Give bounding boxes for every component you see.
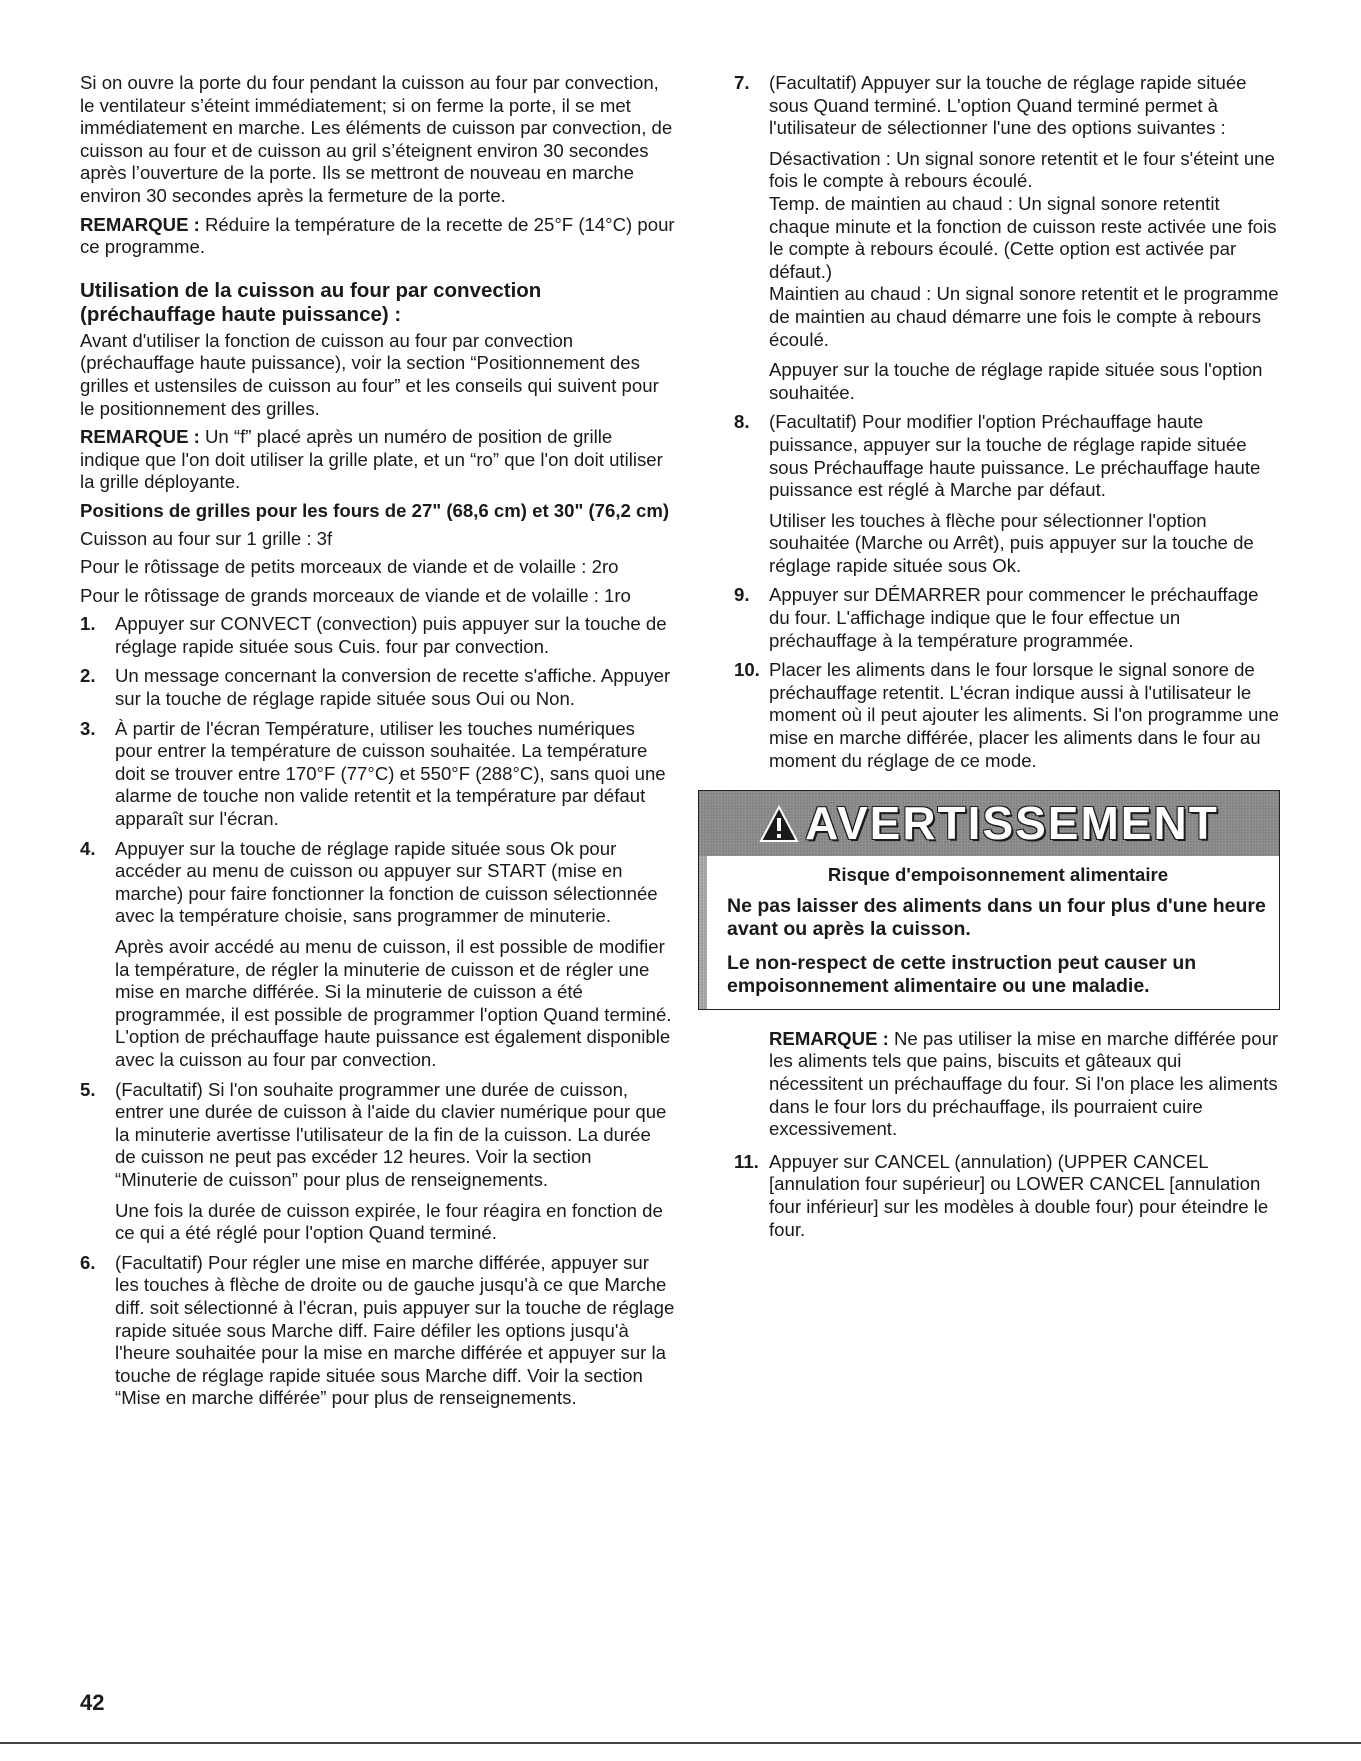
step-9 [734, 584, 1279, 652]
section-intro: Avant d'utiliser la fonction de cuisson au four par convection (préchauffage haute puissance), voir la section “Positionnement des grilles et ustensiles de cuisson au four” et les conseils qui suivent pour le positionnement des grilles. [80, 329, 659, 419]
warning-title: AVERTISSEMENT [805, 797, 1219, 850]
left-column [80, 72, 675, 1417]
step-number: 9. [734, 584, 750, 606]
step-3 [80, 718, 675, 831]
warning-content [707, 856, 1279, 1009]
step-5 [80, 1079, 675, 1245]
note-label: REMARQUE : [769, 1027, 889, 1049]
step-text: Appuyer sur CONVECT (convection) puis appuyer sur la touche de réglage rapide située sous Cuis. four par convection. [115, 613, 667, 657]
note-text: Un “f” placé après un numéro de position de grille indique que l'on doit utiliser la grille plate, et un “ro” que l'on doit utiliser la grille déployante. [80, 426, 663, 493]
note-rack-suffix [80, 426, 675, 494]
step-text: Appuyer sur la touche de réglage rapide située sous Ok pour accéder au menu de cuisson ou appuyer sur START (mise en marche) pour faire fonctionner la fonction de cuisson sélectionnée avec la température choisie, sans programmer de minuterie. [115, 837, 658, 927]
rack-position-2: Pour le rôtissage de petits morceaux de viande et de volaille : 2ro [80, 556, 619, 578]
option-off: Désactivation : Un signal sonore retentit et le four s'éteint une fois le compte à rebours écoulé. [769, 147, 1275, 192]
step-8 [734, 411, 1279, 577]
bottom-divider [0, 1742, 1361, 1744]
rack-positions-heading: Positions de grilles pour les fours de 27" (68,6 cm) et 30" (76,2 cm) [80, 499, 670, 521]
warning-side-bar [699, 856, 707, 1009]
option-keep-warm: Maintien au chaud : Un signal sonore retentit et le programme de maintien au chaud démarre une fois le compte à rebours écoulé. [769, 283, 1279, 350]
note-text: Ne pas utiliser la mise en marche différée pour les aliments tels que pains, biscuits et gâteaux qui nécessitent un préchauffage du four. Si l'on place les aliments dans le four lors du préchauffage, ils pourraient cuire excessivement. [769, 1027, 1279, 1140]
step-number: 10. [734, 659, 760, 681]
step-text: Appuyer sur DÉMARRER pour commencer le préchauffage du four. L'affichage indique que le four effectue un préchauffage à la température programmée. [769, 584, 1259, 651]
step-text: (Facultatif) Si l'on souhaite programmer une durée de cuisson, entrer une durée de cuisson à l'aide du clavier numérique pour que la minuterie avertisse l'utilisateur de la fin de la cuisson. La durée de cuisson ne peut pas excéder 12 heures. Voir la section “Minuterie de cuisson” pour plus de renseignements. [115, 1078, 667, 1190]
step-4 [80, 838, 675, 1072]
warning-header [699, 791, 1279, 856]
warning-subtitle: Risque d'empoisonnement alimentaire [827, 864, 1169, 886]
step-extra: Appuyer sur la touche de réglage rapide située sous l'option souhaitée. [769, 359, 1263, 403]
option-hold-temp: Temp. de maintien au chaud : Un signal sonore retentit chaque minute et la fonction de cuisson reste activée une fois le compte à rebours écoulé. (Cette option est activée par défaut.) [769, 192, 1277, 282]
warning-triangle-icon [759, 804, 799, 844]
step-number: 6. [80, 1251, 96, 1273]
note-text: Réduire la température de la recette de 25°F (14°C) pour ce programme. [80, 213, 675, 258]
step-text: Placer les aliments dans le four lorsque le signal sonore de préchauffage retentit. L'écran indique aussi à l'utilisateur le moment où il peut ajouter les aliments. Si l'on programme une mise en marche différée, placer les aliments dans le four au moment du réglage de ce mode. [769, 659, 1279, 771]
step-text: À partir de l'écran Température, utiliser les touches numériques pour entrer la température de cuisson souhaitée. La température doit se trouver entre 170°F (77°C) et 550°F (288°C), sans quoi une alarme de touche non valide retentit et la température par défaut apparaît sur l'écran. [115, 717, 666, 830]
step-number: 4. [80, 837, 96, 859]
warning-line-2: Le non-respect de cette instruction peut causer un empoisonnement alimentaire ou une maladie. [727, 951, 1197, 998]
note-label: REMARQUE : [80, 426, 200, 448]
step-10 [734, 659, 1279, 772]
step-text: Un message concernant la conversion de recette s'affiche. Appuyer sur la touche de réglage rapide située sous Oui ou Non. [115, 665, 671, 710]
step-7 [734, 72, 1279, 404]
step-6 [80, 1252, 675, 1410]
step-number: 5. [80, 1078, 96, 1100]
note-label: REMARQUE : [80, 213, 200, 235]
step-extra: Après avoir accédé au menu de cuisson, il est possible de modifier la température, de régler la minuterie de cuisson et de régler une mise en marche différée. Si la minuterie de cuisson a été programmée, il est possible de programmer l'option Quand terminé. L'option de préchauffage haute puissance est également disponible avec la cuisson au four par convection. [115, 936, 672, 1070]
step-number: 11. [734, 1150, 759, 1172]
step-extra: Utiliser les touches à flèche pour sélectionner l'option souhaitée (Marche ou Arrêt), puis appuyer sur la touche de réglage rapide située sous Ok. [769, 509, 1254, 576]
rack-position-3: Pour le rôtissage de grands morceaux de viande et de volaille : 1ro [80, 584, 631, 606]
step-2 [80, 665, 675, 710]
step-number: 8. [734, 411, 750, 433]
rack-position-1: Cuisson au four sur 1 grille : 3f [80, 527, 333, 549]
warning-line-1: Ne pas laisser des aliments dans un four plus d'une heure avant ou après la cuisson. [727, 894, 1266, 941]
step-11 [734, 1151, 1279, 1241]
step-text: Appuyer sur CANCEL (annulation) (UPPER CANCEL [annulation four supérieur] ou LOWER CANCEL [annulation four inférieur] sur les modèles à double four) pour éteindre le four. [769, 1150, 1269, 1240]
step-number: 2. [80, 665, 96, 687]
page-number: 42 [80, 1690, 105, 1715]
step-text: (Facultatif) Pour régler une mise en marche différée, appuyer sur les touches à flèche de droite ou de gauche jusqu'à ce que Marche diff. soit sélectionné à l'écran, puis appuyer sur la touche de réglage rapide située sous Marche diff. Faire défiler les options jusqu'à l'heure souhaitée pour la mise en marche différée et appuyer sur la touche de réglage rapide située sous Marche diff. Voir la section “Mise en marche différée” pour plus de renseignements. [115, 1251, 675, 1409]
step-number: 1. [80, 613, 96, 635]
step-number: 3. [80, 717, 96, 739]
step-text: (Facultatif) Pour modifier l'option Préchauffage haute puissance, appuyer sur la touche de réglage rapide située sous Préchauffage haute puissance. Le préchauffage haute puissance est réglé à Marche par défaut. [769, 411, 1261, 501]
intro-paragraph: Si on ouvre la porte du four pendant la cuisson au four par convection, le ventilateur s’éteint immédiatement; si on ferme la porte, il se met immédiatement en marche. Les éléments de cuisson par convection, de cuisson au four et de cuisson au gril s’éteignent environ 30 secondes après l’ouverture de la porte. Ils se mettront de nouveau en marche environ 30 secondes après la fermeture de la porte. [80, 72, 673, 206]
step-number: 7. [734, 72, 750, 93]
warning-body [699, 856, 1279, 1009]
step-extra: Une fois la durée de cuisson expirée, le four réagira en fonction de ce qui a été réglé pour l'option Quand terminé. [115, 1199, 663, 1244]
right-column [727, 72, 1279, 1248]
step-text: (Facultatif) Appuyer sur la touche de réglage rapide située sous Quand terminé. L'option Quand terminé permet à l'utilisateur de sélectionner l'une des options suivantes : [769, 72, 1247, 139]
warning-box [698, 790, 1280, 1010]
section-heading: Utilisation de la cuisson au four par convection (préchauffage haute puissance) : [80, 278, 542, 326]
warning-title-row [759, 797, 1219, 850]
step-1 [80, 613, 675, 658]
note-convection [80, 214, 675, 259]
note-delayed-start [734, 1028, 1279, 1141]
